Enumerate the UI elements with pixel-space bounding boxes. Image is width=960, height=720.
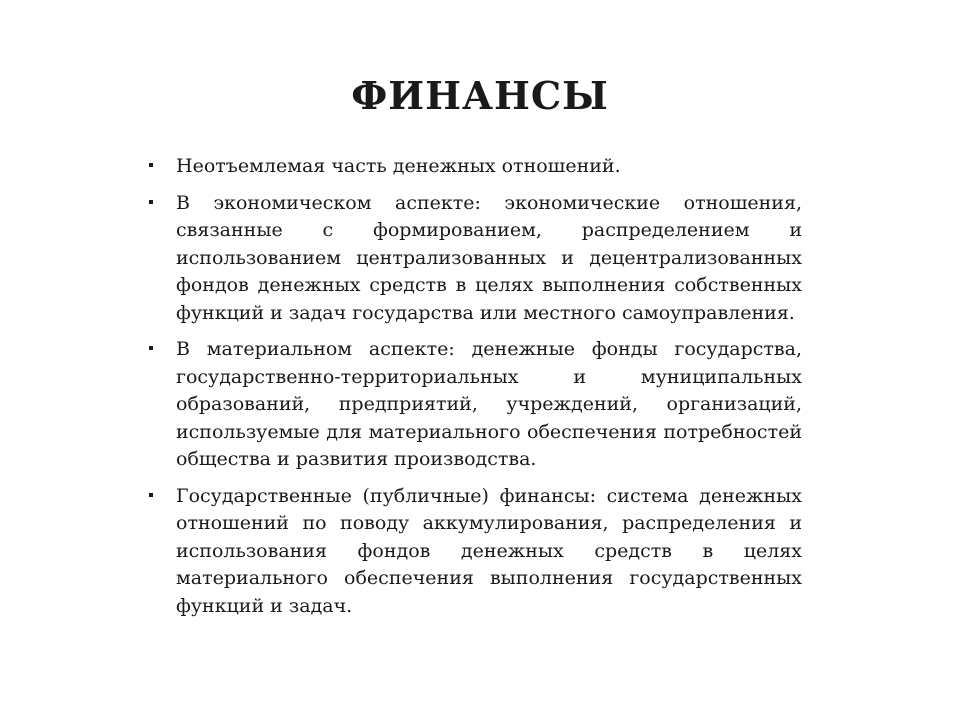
square-bullet-icon [149,346,153,350]
bullet-item [148,336,802,474]
bullet-item-text: В материальном аспекте: денежные фонды государства, государственно-территориальных и муниципальных образований, предприятий, учреждений, организаций, используемые для материального обеспечения потребностей общества и развития производства. [176,338,802,470]
bullet-item-text: Государственные (публичные) финансы: система денежных отношений по поводу аккумулирования, распределения и использования фондов денежных средств в целях материального обеспечения выполнения государственных функций и задач. [176,484,802,617]
bullet-item [148,153,802,181]
bullet-list [148,153,802,620]
square-bullet-icon [149,200,153,204]
square-bullet-icon [149,163,153,167]
bullet-item-text: В экономическом аспекте: экономические отношения, связанные с формированием, распределением и использованием централизованных и децентрализованных фондов денежных средств в целях выполнения собственных функций и задач государства или местного самоуправления. [176,191,802,324]
bullet-item [148,190,802,328]
bullet-item-text: Неотъемлемая часть денежных отношений. [176,155,621,177]
square-bullet-icon [149,493,153,497]
bullet-item [148,483,802,621]
slide-title: ФИНАНСЫ [351,73,609,118]
